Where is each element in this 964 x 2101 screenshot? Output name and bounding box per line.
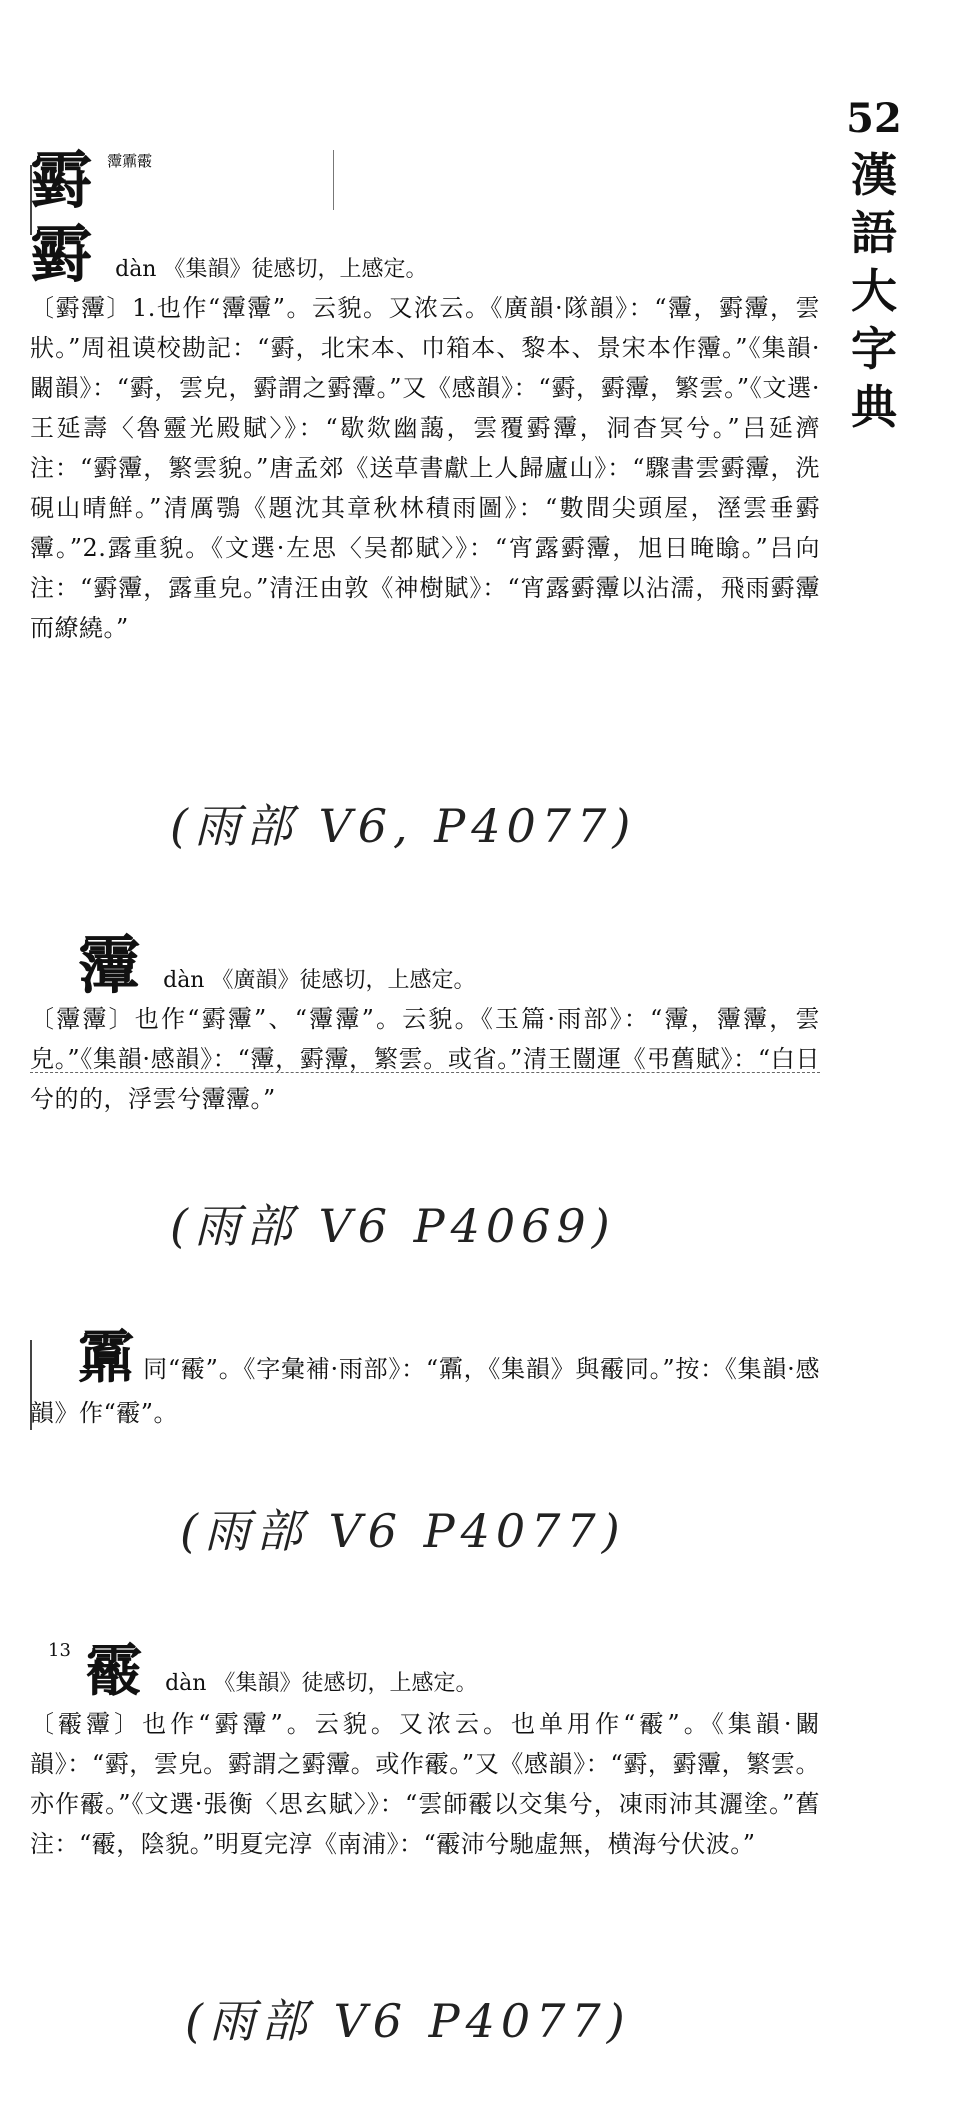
headword: 䨴 [30, 218, 93, 291]
pronunciation: dàn 《集韻》徒感切，上感定。 [165, 1671, 478, 1696]
title-char: 漢 [851, 148, 897, 202]
title-char: 大 [851, 264, 897, 318]
entry-3 [30, 1325, 820, 1435]
handwritten-note: (雨部 V6 P4069) [170, 1199, 616, 1253]
stroke-count: 13 [48, 1640, 71, 1661]
definition-text: 〔䨵䨵〕也作“䨴䨵”、“䨵䨵”。云貌。《玉篇·雨部》：“䨵，䨵䨵，雲皃。”《集韻·感韻》：“䨵，䨴䨵，繁雲。或省。”清王闓運《弔舊賦》：“白日兮的的，浮雲兮䨵䨵。” [30, 1005, 820, 1113]
handwritten-note: (雨部 V6 P4077) [180, 1504, 626, 1558]
definition-text: 〔䨷䨵〕也作“䨴䨵”。云貌。又浓云。也单用作“䨷”。《集韻·闞韻》：“䨴，雲皃。䨴謂之䨴䨵。或作䨷。”又《感韻》：“䨴，䨴䨵，繁雲。亦作䨷。”《文選·張衡〈思玄賦〉》：“雲師䨷以交集兮，凍雨沛其灑塗。”舊注：“䨷，陰貌。”明夏完淳《南浦》：“䨷沛兮馳虛無，横海兮伏波。” [30, 1710, 820, 1858]
variant-forms: 䨵䨶䨷 [107, 152, 153, 170]
entry-1 [30, 144, 820, 648]
entry-2 [30, 929, 820, 1119]
entry-4 [30, 1640, 820, 1864]
page-number: 52 [846, 95, 902, 142]
headword: 䨶 [78, 1325, 135, 1391]
title-char: 字 [851, 322, 897, 376]
definition-text: 同“䨷”。《字彙補·雨部》：“䨶，《集韻》與䨷同。”按：《集韻·感韻》作“䨷”。 [30, 1355, 821, 1427]
dictionary-title [844, 95, 904, 436]
pronunciation: dàn 《廣韻》徒感切，上感定。 [163, 968, 476, 993]
pronunciation: dàn 《集韻》徒感切，上感定。 [115, 257, 428, 282]
headword: 䨷 [86, 1638, 142, 1704]
title-char: 典 [851, 380, 897, 434]
headword: 䨵 [78, 929, 141, 1002]
title-char: 語 [851, 206, 897, 260]
divider [30, 1072, 820, 1073]
definition-text: 〔䨴䨵〕1.也作“䨵䨵”。云貌。又浓云。《廣韻·隊韻》：“䨵，䨴䨵，雲狀。”周祖谟校勘記：“䨴，北宋本、巾箱本、黎本、景宋本作䨵。”《集韻·闞韻》：“䨴，雲皃，䨴謂之䨴䨵。”又《感韻》：“䨴，䨴䨵，繁雲。”《文選·王延壽〈魯靈光殿賦〉》：“歇欻幽藹，雲覆䨴䨵，洞杳冥兮。”吕延濟注：“䨴䨵，繁雲貌。”唐孟郊《送草書獻上人歸廬山》：“驟書雲䨴䨵，洗硯山晴鮮。”清厲鶚《題沈其章秋林積雨圖》：“數間尖頭屋，溼雲垂䨴䨵。”2.露重貌。《文選·左思〈吴都賦〉》：“宵露䨴䨵，旭日晻䁯。”吕向注：“䨴䨵，露重皃。”清汪由敦《神樹賦》：“宵露䨴䨵以沾濡，飛雨䨴䨵而繚繞。” [30, 294, 820, 642]
headword-top: 䨴 [30, 144, 93, 217]
handwritten-note: (雨部 V6 P4077) [185, 1994, 631, 2048]
handwritten-note: (雨部 V6, P4077) [170, 799, 637, 853]
